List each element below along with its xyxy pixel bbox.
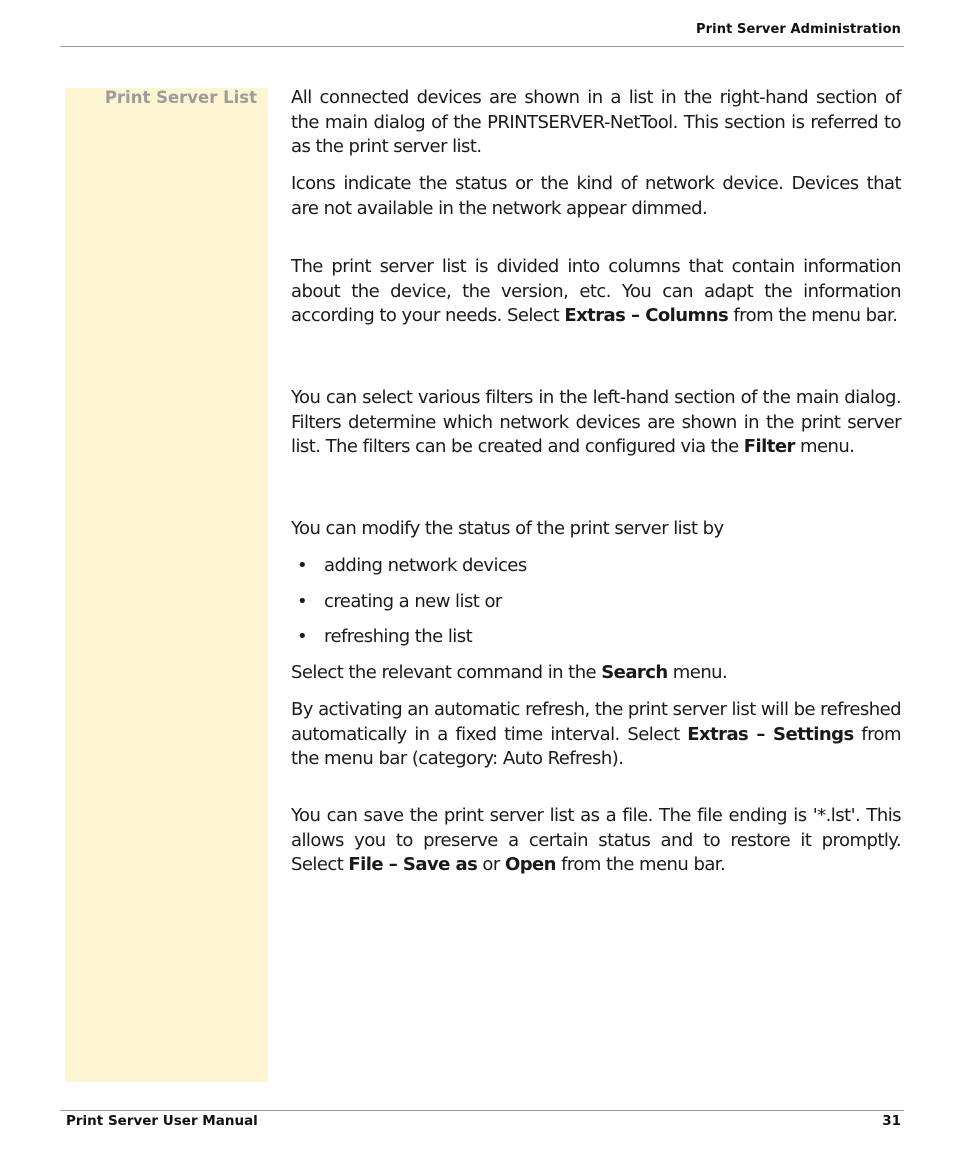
menu-item-open: Open [504, 854, 556, 875]
header-divider [60, 46, 904, 47]
paragraph-icons: Icons indicate the status or the kind of network device. Devices that are not available in the network appear dimmed. [291, 173, 901, 219]
paragraph-intro: All connected devices are shown in a list in the right-hand section of the main dialog of the PRINTSERVER-NetTool. This section is referred to as the print server list. [291, 87, 901, 157]
menu-name-search: Search [601, 662, 668, 683]
paragraph-auto-refresh: By activating an automatic refresh, the print server list will be refreshed automatically in a fixed time interval. Select Extras – Settings from the menu bar (category: Auto Refresh). [291, 699, 901, 769]
margin-sidebar [65, 88, 268, 1082]
bullet-icon: • [297, 555, 308, 576]
paragraph-columns: The print server list is divided into columns that contain information about the device, the version, etc. You can adapt the information according to your needs. Select Extras – Columns from the menu bar. [291, 256, 901, 326]
paragraph-search-command: Select the relevant command in the Search menu. [291, 662, 728, 683]
menu-name-filter: Filter [743, 436, 795, 457]
menu-path-extras-settings: Extras – Settings [687, 723, 854, 745]
section-heading: Print Server List [104, 88, 257, 107]
footer-divider [60, 1110, 904, 1111]
paragraph-modify-status: You can modify the status of the print server list by [291, 518, 724, 539]
bullet-icon: • [297, 591, 308, 612]
menu-path-extras-columns: Extras – Columns [564, 305, 729, 326]
paragraph-filters: You can select various filters in the left-hand section of the main dialog. Filters determine which network devices are shown in the print server list. The filters can be created and configured via the Filter menu. [291, 387, 901, 457]
paragraph-save-list: You can save the print server list as a file. The file ending is '*.lst'. This allows you to preserve a certain status and to restore it promptly. Select File – Save as or Open from the menu bar. [291, 805, 901, 875]
bullet-icon: • [297, 626, 308, 647]
running-header: Print Server Administration [696, 22, 901, 37]
menu-path-file-save-as: File – Save as [348, 854, 478, 875]
running-footer: Print Server User Manual [66, 1113, 258, 1129]
page-number: 31 [882, 1113, 901, 1129]
